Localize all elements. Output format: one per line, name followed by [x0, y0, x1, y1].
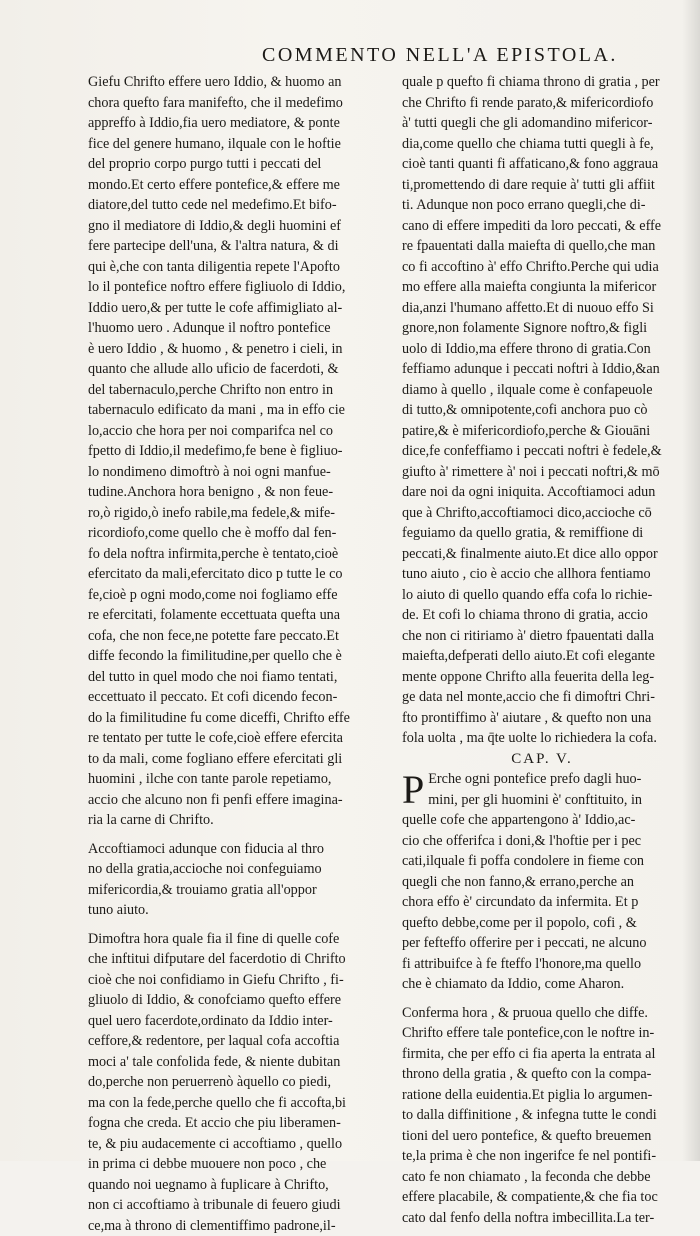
text-line: à' tutti quegli che gli adomandino mifericor- — [402, 113, 682, 134]
text-line: non ci accoftiamo à tribunale di feuero giudi — [88, 1195, 388, 1216]
text-line: fogna che creda. Et accio che piu liberamen- — [88, 1113, 388, 1134]
text-line: ti,promettendo di dare requie à' tutti gli affiit — [402, 175, 682, 196]
text-line: diatore,del tutto cede nel medefimo.Et bifo- — [88, 195, 388, 216]
text-line: quel uero facerdote,ordinato da Iddio inter- — [88, 1011, 388, 1032]
text-line: Chrifto effere tale pontefice,con le noftre in- — [402, 1023, 682, 1044]
text-line: diffe fecondo la fimilitudine,per quello che è — [88, 646, 388, 667]
text-line: maiefta,defperati dello aiuto.Et cofi elegante — [402, 646, 682, 667]
text-line: gnore,non folamente Signore noftro,& figli — [402, 318, 682, 339]
text-line: do la fimilitudine fu come diceffi, Chrifto effe — [88, 708, 388, 729]
text-line: Giefu Chrifto effere uero Iddio, & huomo an — [88, 72, 388, 93]
text-line: no della gratia,accioche noi confeguiamo — [88, 859, 388, 880]
right-column — [402, 72, 682, 1228]
left-paragraph-1 — [88, 72, 388, 831]
text-line: cofa, che non fece,ne potette fare peccato.Et — [88, 626, 388, 647]
text-line: è uero Iddio , & huomo , & penetro i cieli, in — [88, 339, 388, 360]
text-line: uolo di Iddio,ma effere throno di gratia.Con — [402, 339, 682, 360]
text-line: Conferma hora , & pruoua quello che diffe. — [402, 1003, 682, 1024]
text-line: lo il pontefice noftro effere figliuolo di Iddio, — [88, 277, 388, 298]
running-head: COMMENTO NELL'A EPISTOLA. — [262, 44, 682, 67]
text-line: dice,fe confeffiamo i peccati noftri è fedele,& — [402, 441, 682, 462]
text-line: ria la carne di Chrifto. — [88, 810, 388, 831]
text-line: diamo à quello , ilquale come è confapeuole — [402, 380, 682, 401]
text-line: Iddio uero,& per tutte le cofe affimigliato al- — [88, 298, 388, 319]
text-line: co fi accoftino à' effo Chrifto.Perche qui udia — [402, 257, 682, 278]
text-line: gliuolo di Iddio, & conofciamo quefto effere — [88, 990, 388, 1011]
text-line: chora effo è' circundato da infermita. Et p — [402, 892, 682, 913]
text-line: re efercitati, folamente eccettuata quefta una — [88, 605, 388, 626]
text-line: giufto à' rimettere à' noi i peccati noftri,& mō — [402, 462, 682, 483]
text-line: Accoftiamoci adunque con fiducia al thro — [88, 839, 388, 860]
text-line: fpetto di Iddio,il medefimo,fe bene è figliuo- — [88, 441, 388, 462]
left-paragraph-2 — [88, 839, 388, 921]
text-line: Erche ogni pontefice prefo dagli huo- — [428, 769, 682, 790]
text-line: dia,anzi l'humano affetto.Et di nuouo effo Si — [402, 298, 682, 319]
text-line: efercitato da mali,efercitato dico p tutte le co — [88, 564, 388, 585]
chapter-opening — [402, 769, 682, 810]
text-line: quegli che non fanno,& errano,perche an — [402, 872, 682, 893]
text-line: fi attribuifce à fe fteffo l'honore,ma quello — [402, 954, 682, 975]
chapter-heading: CAP. V. — [402, 749, 682, 770]
text-line: fola uolta , ma q̄te uolte lo richiedera la cofa. — [402, 728, 682, 749]
text-line: mini, per gli huomini è' conftituito, in — [428, 790, 682, 811]
text-line: appreffo à Iddio,fia uero mediatore, & ponte — [88, 113, 388, 134]
text-line: del tabernaculo,perche Chrifto non entro in — [88, 380, 388, 401]
text-line: mondo.Et certo effere pontefice,& effere me — [88, 175, 388, 196]
text-line: ratione della euidentia.Et piglia lo argumen- — [402, 1085, 682, 1106]
text-line: huomini , ilche con tante parole repetiamo, — [88, 769, 388, 790]
text-line: quefto debbe,come per il popolo, cofi , & — [402, 913, 682, 934]
text-line: mifericordia,& trouiamo gratia all'oppor — [88, 880, 388, 901]
text-line: che non ci ritiriamo à' dietro fpauentati dalla — [402, 626, 682, 647]
text-line: cioè che noi confidiamo in Giefu Chrifto , fi- — [88, 970, 388, 991]
text-line: cioè tanti quanti fi affaticano,& fono aggraua — [402, 154, 682, 175]
text-line: quanto che allude allo uficio de facerdoti, & — [88, 359, 388, 380]
text-line: mente oppone Chrifto alla feuerita della leg- — [402, 667, 682, 688]
text-line: dare noi da ogni iniquita. Accoftiamoci adun — [402, 482, 682, 503]
text-line: to da mali, come fogliano effere efercitati gli — [88, 749, 388, 770]
text-line: do,perche non peruerrenò àquello co piedi, — [88, 1072, 388, 1093]
text-line: del tutto in quel modo che noi fiamo tentati, — [88, 667, 388, 688]
right-paragraph-1 — [402, 72, 682, 749]
text-line: cio che offerifca i doni,& l'hoftie per i pec — [402, 831, 682, 852]
text-line: tuno aiuto. — [88, 900, 388, 921]
text-line: ma con la fede,perche quello che fi accofta,bi — [88, 1093, 388, 1114]
text-line: che è chiamato da Iddio, come Aharon. — [402, 974, 682, 995]
text-line: ro,ò rigido,ò inefo rabile,ma fedele,& mife- — [88, 503, 388, 524]
left-column — [88, 72, 388, 1236]
text-line: feffiamo adunque i peccati noftri à Iddio,&an — [402, 359, 682, 380]
text-line: chora quefto fara manifefto, che il medefimo — [88, 93, 388, 114]
text-line: in prima ci debbe muouere non poco , che — [88, 1154, 388, 1175]
text-line: ce,ma à throno di clementiffimo padrone,il- — [88, 1216, 388, 1236]
text-line: feguiamo da quello gratia, & remiffione di — [402, 523, 682, 544]
chapter-paragraph — [402, 810, 682, 995]
text-line: fe,cioè p ogni modo,come noi fogliamo effe — [88, 585, 388, 606]
text-line: dia,come quello che chiama tutti quegli à fe, — [402, 134, 682, 155]
text-line: que à Chrifto,accoftiamoci dico,accioche cō — [402, 503, 682, 524]
text-line: tudine.Anchora hora benigno , & non feue- — [88, 482, 388, 503]
text-line: mo effere alla maiefta congiunta la mifericor — [402, 277, 682, 298]
text-line: peccati,& finalmente aiuto.Et dice allo oppor — [402, 544, 682, 565]
text-line: l'huomo uero . Adunque il noftro pontefice — [88, 318, 388, 339]
text-line: fo dela noftra infirmita,perche è tentato,cioè — [88, 544, 388, 565]
text-line: effere placabile, & compatiente,& che fia toc — [402, 1187, 682, 1208]
text-line: Dimoftra hora quale fia il fine di quelle cofe — [88, 929, 388, 950]
text-line: quelle cofe che appartengono à' Iddio,ac- — [402, 810, 682, 831]
text-line: gno il mediatore di Iddio,& degli huomini ef — [88, 216, 388, 237]
text-line: re fpauentati dalla maiefta di quello,che man — [402, 236, 682, 257]
text-line: patire,& è mifericordiofo,perche & Giouāni — [402, 421, 682, 442]
text-line: quando noi uegnamo à fuplicare à Chrifto, — [88, 1175, 388, 1196]
text-line: to dalla diffinitione , & infegna tutte le condi — [402, 1105, 682, 1126]
text-line: tabernaculo edificato da mani , ma in effo cie — [88, 400, 388, 421]
left-paragraph-3 — [88, 929, 388, 1236]
text-line: lo,accio che hora per noi comparifca nel co — [88, 421, 388, 442]
text-line: ceffore,& redentore, per laqual cofa accoftia — [88, 1031, 388, 1052]
text-line: cato fe non chiamato , la feconda che debbe — [402, 1167, 682, 1188]
text-line: firmita, che per effo ci fia aperta la entrata al — [402, 1044, 682, 1065]
text-line: per fefteffo offerire per i peccati, ne alcuno — [402, 933, 682, 954]
text-line: ti. Adunque non poco errano quegli,che di- — [402, 195, 682, 216]
text-line: de. Et cofi lo chiama throno di gratia, accio — [402, 605, 682, 626]
page-gutter-shadow — [682, 0, 700, 1161]
text-line: cano di effere impediti da loro peccati, & effe — [402, 216, 682, 237]
text-line: del proprio corpo purgo tutti i peccati del — [88, 154, 388, 175]
text-line: quale p quefto fi chiama throno di gratia , per — [402, 72, 682, 93]
text-line: te, & piu audacemente ci accoftiamo , quello — [88, 1134, 388, 1155]
text-line: ge data nel monte,accio che fi dimoftri Chri- — [402, 687, 682, 708]
text-line: lo nondimeno dimoftrò à noi ogni manfue- — [88, 462, 388, 483]
text-line: che Chrifto fi rende parato,& mifericordiofo — [402, 93, 682, 114]
right-paragraph-after — [402, 1003, 682, 1229]
text-line: tioni del uero pontefice, & quefto breuemen — [402, 1126, 682, 1147]
text-line: fto prontiffimo à' aiutare , & quefto non una — [402, 708, 682, 729]
text-line: accio che alcuno non fi penfi effere imagina- — [88, 790, 388, 811]
text-line: tuno aiuto , cio è accio che allhora fentiamo — [402, 564, 682, 585]
text-line: di tutto,& omnipotente,cofi anchora puo cò — [402, 400, 682, 421]
text-line: lo aiuto di quello quando effa cofa lo richie- — [402, 585, 682, 606]
text-line: throno della gratia , & quefto con la compa- — [402, 1064, 682, 1085]
text-line: te,la prima è che non ingerifce fe nel pontifi- — [402, 1146, 682, 1167]
text-line: che inftitui difputare del facerdotio di Chrifto — [88, 949, 388, 970]
text-line: fice del genere humano, ilquale con le hoftie — [88, 134, 388, 155]
text-line: ricordiofo,come quello che è moffo dal fen- — [88, 523, 388, 544]
text-line: fere partecipe dell'una, & l'altra natura, & di — [88, 236, 388, 257]
chapter-opening-lines — [402, 769, 682, 810]
text-line: re tentato per tutte le cofe,cioè effere efercita — [88, 728, 388, 749]
text-line: qui è,che con tanta diligentia repete l'Apofto — [88, 257, 388, 278]
text-line: moci a' tale confolida fede, & niente dubitan — [88, 1052, 388, 1073]
text-line: cati,ilquale fi poffa condolere in fieme con — [402, 851, 682, 872]
text-line: cato dal fenfo della noftra imbecillita.La ter- — [402, 1208, 682, 1229]
chapter-dropcap: P — [402, 771, 424, 809]
text-line: eccettuato il peccato. Et cofi dicendo fecon- — [88, 687, 388, 708]
